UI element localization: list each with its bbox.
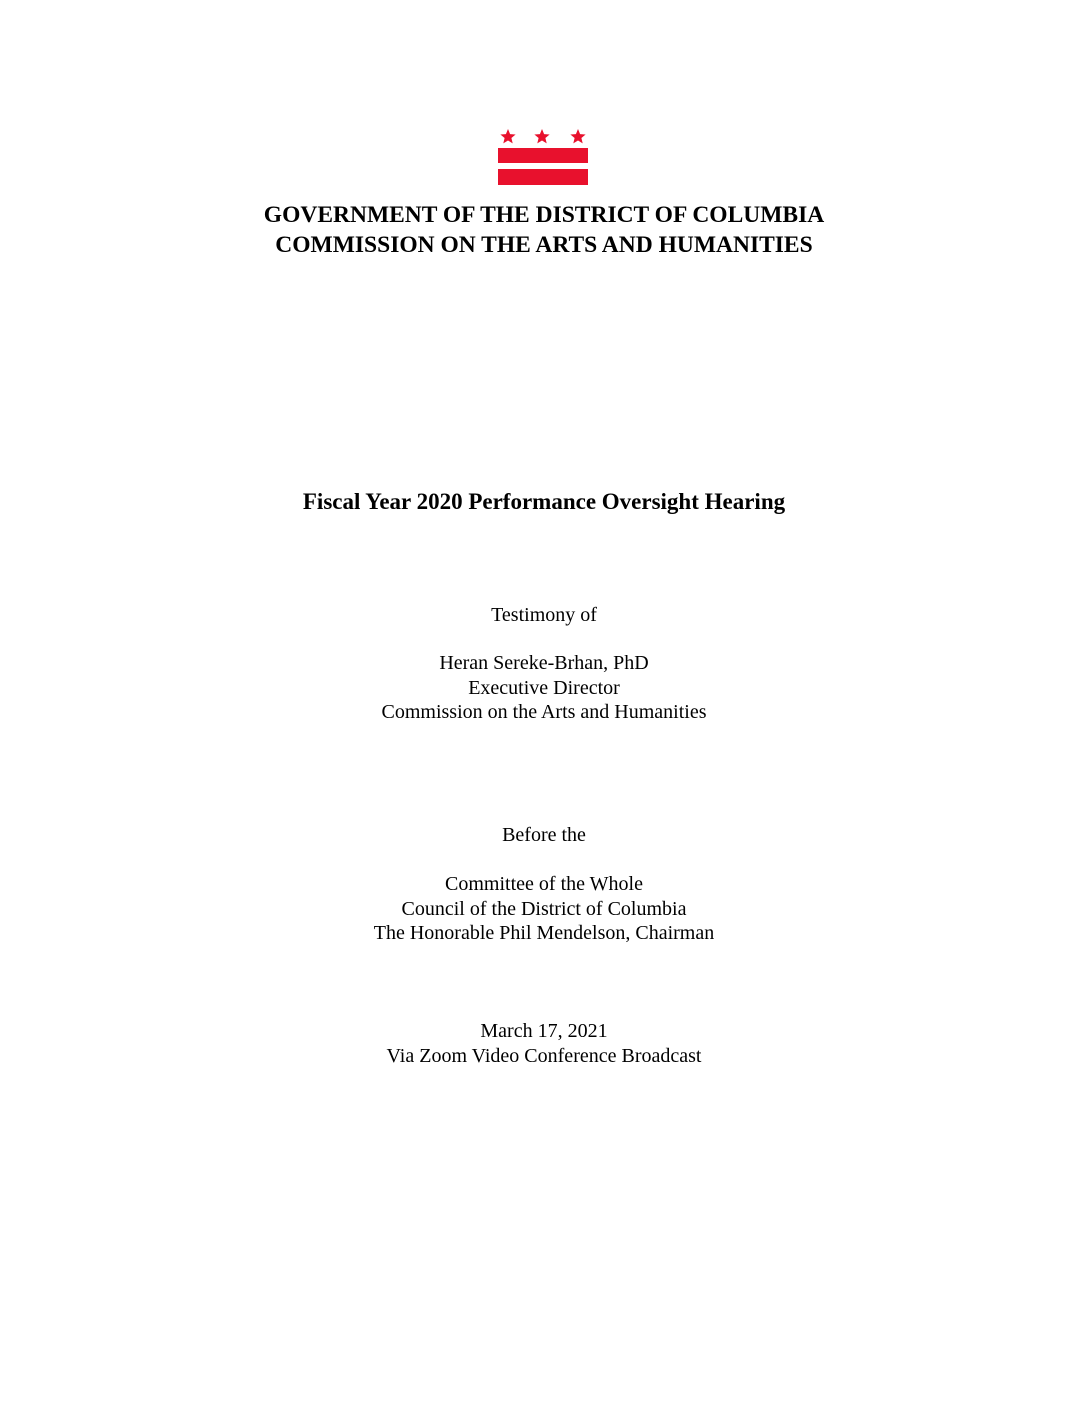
event-venue: Via Zoom Video Conference Broadcast	[386, 1044, 702, 1067]
before-label	[0, 823, 1088, 848]
witness-position: Executive Director	[468, 676, 620, 699]
witness-block	[0, 651, 1088, 725]
testimony-label-text: Testimony of	[491, 604, 597, 626]
heading-line-commission: COMMISSION ON THE ARTS AND HUMANITIES	[275, 232, 813, 258]
event-block	[0, 1019, 1088, 1068]
witness-name: Heran Sereke-Brhan, PhD	[439, 652, 649, 674]
committee-block	[0, 872, 1088, 946]
before-label-text: Before the	[502, 824, 586, 846]
flag-bar-bottom	[498, 169, 588, 185]
testimony-label	[0, 603, 1088, 628]
agency-heading	[0, 200, 1088, 260]
heading-line-government: GOVERNMENT OF THE DISTRICT OF COLUMBIA	[263, 202, 825, 228]
council-name: Council of the District of Columbia	[401, 897, 687, 920]
dc-flag-icon	[498, 128, 588, 186]
star-icon	[534, 129, 549, 143]
chairman-name: The Honorable Phil Mendelson, Chairman	[373, 922, 715, 944]
event-date: March 17, 2021	[480, 1020, 608, 1042]
hearing-title	[0, 487, 1088, 517]
committee-name: Committee of the Whole	[445, 873, 643, 895]
hearing-title-text: Fiscal Year 2020 Performance Oversight Hearing	[302, 489, 786, 514]
star-icon	[570, 129, 585, 143]
witness-organization: Commission on the Arts and Humanities	[381, 701, 707, 723]
flag-bar-top	[498, 148, 588, 163]
star-icon	[500, 129, 515, 143]
